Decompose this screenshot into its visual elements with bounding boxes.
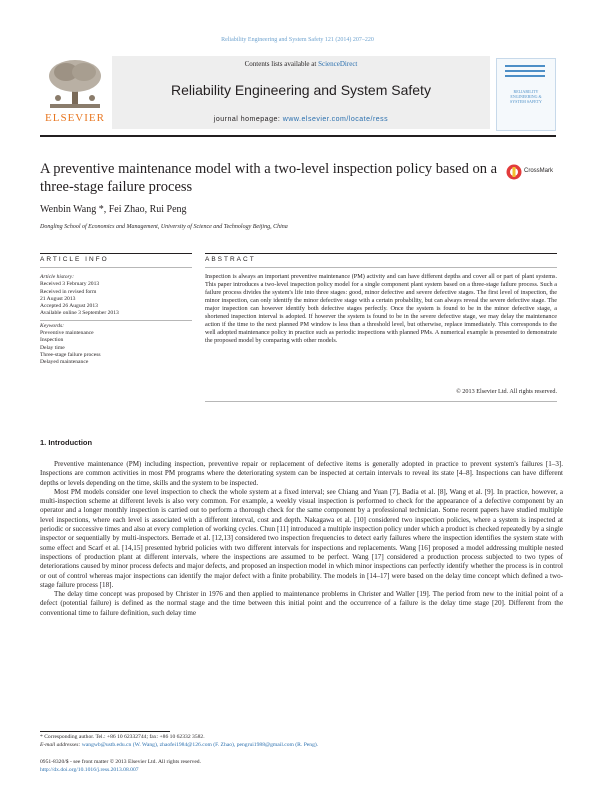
keyword: Inspection [40, 337, 64, 344]
article-info-heading: ARTICLE INFO [40, 256, 109, 263]
homepage-link[interactable]: www.elsevier.com/locate/ress [282, 116, 389, 123]
abstract-rule [205, 253, 557, 254]
section-heading: 1. Introduction [40, 438, 93, 447]
info-rule-thin [40, 267, 192, 268]
affiliation: Dongling School of Economics and Management, University of Science and Technology Beijing, China [40, 224, 288, 230]
author-list[interactable]: Wenbin Wang *, Fei Zhao, Rui Peng [40, 204, 187, 215]
header-rule [40, 135, 556, 137]
info-separator [40, 320, 192, 321]
issn-line: 0951-8320/$ - see front matter © 2013 Elsevier Ltd. All rights reserved. [40, 759, 201, 765]
abstract-rule-thin [205, 267, 557, 268]
crossmark-label: CrossMark [524, 168, 554, 174]
footnote [40, 733, 560, 749]
contents-prefix: Contents lists available at [244, 60, 317, 68]
publisher-name: ELSEVIER [45, 112, 105, 124]
cover-title: RELIABILITY ENGINEERING & SYSTEM SAFETY [510, 89, 542, 104]
email-label: E-mail addresses: [40, 742, 81, 748]
contents-line [112, 60, 490, 68]
paper-title: A preventive maintenance model with a two-level inspection policy based on a three-stage failure process [40, 161, 498, 195]
abstract-bottom-rule [205, 401, 557, 402]
footer-info [40, 758, 560, 774]
homepage-prefix: journal homepage: [213, 116, 281, 123]
publisher-logo[interactable] [40, 58, 110, 130]
journal-citation[interactable]: Reliability Engineering and System Safety 121 (2014) 207–220 [221, 37, 374, 43]
email-links[interactable]: wangwb@ustb.edu.cn (W. Wang), zhaofei1984@126.com (F. Zhao), pengrui1988@gmail.com (R. Peng). [81, 742, 319, 748]
corresponding-author: * Corresponding author. Tel.: +86 10 62332744; fax: +86 10 62332 3582. [40, 734, 205, 740]
paragraph: The delay time concept was proposed by Christer in 1976 and then applied to maintenance problems in Christer and Waller [19]. The period from new to the initial point of a defect (potential failure) is defined as the normal stage and the time between this initial point and the occurrence of a failure is the delay time stage [20]. Different from the conventional time to failure definition, such delay time [40, 590, 563, 617]
homepage-line [112, 116, 490, 123]
crossmark-icon [506, 164, 522, 180]
keyword: Three-stage failure process [40, 351, 101, 358]
keyword: Preventive maintenance [40, 330, 94, 337]
info-rule [40, 253, 192, 254]
copyright: © 2013 Elsevier Ltd. All rights reserved. [456, 388, 557, 395]
history-item: Available online 3 September 2013 [40, 310, 119, 317]
history-item: 21 August 2013 [40, 295, 76, 302]
keyword: Delay time [40, 344, 65, 351]
paragraph: Most PM models consider one level inspection to check the whole system at a fixed interval; see Chiang and Yuan [7], Badia et al. [8], Wang et al. [9]. In practice, however, a multi-inspection scheme at different levels is also very common. For example, a weekly visual inspection is performed to check for the appearance of a defective component by an operator and a longer monthly inspection is carried out to perform a thorough check for the same component by a professional technician. Some recent papers have studied multiple level inspections, where each level is associated with a different interval, cost and depth. Nakagawa et al. [10] considered two inspection policies, where a system is inspected at periodic or successive times and also at every completion of working cycles. Chun [11] introduced a multiple inspection policy under which a product is checked repeatedly by a single inspector or sequentially by multi-inspectors. Berrade et al. [12,13] considered two inspection frequencies to detect early failures where the inspection identifies the system state with some effect and Scarf et al. [14,15] presented hybrid policies with two different intervals for inspections and replacements. Wang [16] proposed a model addressing multiple nested inspections of production plant at different intervals, where the inspections are assumed to be perfect. Wang [17] considered a production process subjected to two types of deteriorations caused by minor process defects and major defects, and proposed an inspection model in which minor inspections can perfectly identify whether the process is in control or out of control whereas major inspections can identify the major defect with a finite probability. The models in [14–17] were based on the delay time concept which defined a two-stage failure process [18]. [40, 487, 563, 589]
history-item: Accepted 26 August 2013 [40, 303, 98, 310]
history-item: Received 3 February 2013 [40, 281, 100, 288]
sciencedirect-link[interactable]: ScienceDirect [318, 60, 358, 68]
history-item: Received in revised form [40, 288, 97, 295]
keywords-label: Keywords: [40, 322, 65, 329]
history-label: Article history: [40, 274, 75, 280]
cover-stripes [505, 65, 545, 80]
email-line [40, 741, 560, 749]
footnote-rule [40, 731, 170, 732]
journal-title: Reliability Engineering and System Safety [171, 82, 431, 98]
abstract-text: Inspection is always an important preventive maintenance (PM) activity and can have different depths and cover all or part of plant systems. This paper introduces a two-level inspection policy model for a single component plant system based on a three-stage failure process. Such a failure process divides the system's life into three stages: good, minor defective and severe defective stages. The first level of inspection, the minor inspection, can only identify the minor defective stage with a certain probability, but can always reveal the severe defective stage. The major inspection can however identify both defective stages perfectly. Once the system is found to be in the minor defective stage, a shortened inspection interval is adopted. If however the system is found to be in the severe defective stage, we may delay the maintenance action if the time to the next planned PM window is less than a threshold level, but otherwise, replace immediately. This corresponds to the well adopted maintenance policy in practice such as periodic inspections with planned PMs. A numerical example is presented to demonstrate the proposed model by comparing with other models. [205, 273, 557, 345]
introduction-body [40, 460, 563, 618]
paragraph: Preventive maintenance (PM) including inspection, preventive repair or replacement of defective items is generally adopted in practice to prevent system's failures [1–3]. Inspections are common activities in most PM programs where the deteriorating system can be inspected at certain intervals to reveal its state [4–8]. Inspections can have different depths or levels depending on the time, skills and the system to be inspected. [40, 460, 563, 487]
article-info-block [40, 274, 192, 367]
doi-link[interactable]: http://dx.doi.org/10.1016/j.ress.2013.08.007 [40, 767, 139, 773]
keyword: Delayed maintenance [40, 359, 89, 366]
elsevier-tree-icon [44, 58, 106, 110]
journal-cover-thumbnail[interactable] [496, 58, 556, 131]
crossmark-badge[interactable] [506, 164, 562, 182]
abstract-heading: ABSTRACT [205, 256, 256, 263]
